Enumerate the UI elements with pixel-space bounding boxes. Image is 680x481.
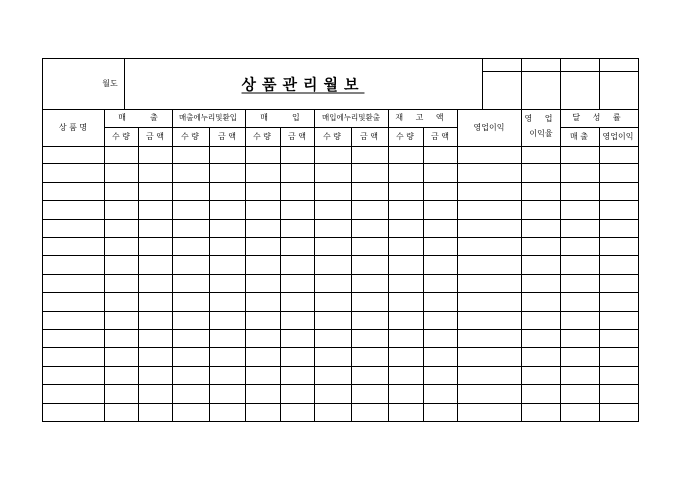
approval-box-left-line bbox=[482, 58, 483, 109]
achievement-profit-header: 영업이익 bbox=[602, 132, 634, 141]
month-label: 월도 bbox=[102, 79, 118, 88]
sales-fx-header: 매출에누리및환입 bbox=[179, 113, 237, 122]
table-row-line bbox=[42, 255, 638, 256]
inventory-header: 재 고 액 bbox=[395, 113, 449, 122]
approval-row-line bbox=[482, 71, 639, 72]
table-row-line bbox=[42, 200, 638, 201]
table-row-line bbox=[42, 329, 638, 330]
profit-rate-header-bottom: 이익율 bbox=[529, 129, 553, 138]
frame-right-line bbox=[638, 58, 639, 422]
sales-fx-qty-header: 수 량 bbox=[181, 132, 199, 141]
sales-amount-header: 금 액 bbox=[146, 132, 164, 141]
table-row-line bbox=[42, 403, 638, 404]
table-row-line bbox=[42, 366, 638, 367]
approval-col-line bbox=[560, 58, 561, 109]
table-row-line bbox=[42, 237, 638, 238]
sales-header: 매 출 bbox=[118, 113, 158, 122]
month-box-divider bbox=[124, 58, 125, 109]
purchase-fx-header: 매입에누리및환출 bbox=[322, 113, 380, 122]
table-row-line bbox=[42, 163, 638, 164]
frame-top-line bbox=[42, 58, 639, 59]
sales-qty-header: 수 량 bbox=[112, 132, 130, 141]
product-name-header: 상 품 명 bbox=[58, 123, 88, 132]
purchase-amount-header: 금 액 bbox=[288, 132, 306, 141]
inventory-amount-header: 금 액 bbox=[431, 132, 449, 141]
profit-rate-header-top: 영 업 bbox=[524, 114, 558, 123]
operating-profit-header: 영업이익 bbox=[473, 123, 505, 132]
approval-col-line bbox=[599, 58, 600, 109]
table-body bbox=[42, 146, 638, 422]
inventory-qty-header: 수 량 bbox=[396, 132, 414, 141]
purchase-header: 매 입 bbox=[260, 113, 300, 122]
header-separator-line bbox=[42, 109, 639, 110]
table-row-line bbox=[42, 274, 638, 275]
table-row-line bbox=[42, 219, 638, 220]
achievement-header: 달 성 률 bbox=[572, 113, 626, 122]
purchase-fx-qty-header: 수 량 bbox=[323, 132, 341, 141]
sales-fx-amount-header: 금 액 bbox=[218, 132, 236, 141]
achievement-sales-header: 매 출 bbox=[570, 132, 588, 141]
table-row-line bbox=[42, 311, 638, 312]
purchase-qty-header: 수 량 bbox=[253, 132, 271, 141]
table-row-line bbox=[42, 292, 638, 293]
page-title: 상품관리월보 bbox=[241, 75, 365, 94]
table-row-line bbox=[42, 384, 638, 385]
purchase-fx-amount-header: 금 액 bbox=[360, 132, 378, 141]
approval-col-line bbox=[521, 58, 522, 109]
table-row-line bbox=[42, 347, 638, 348]
table-row-line bbox=[42, 182, 638, 183]
